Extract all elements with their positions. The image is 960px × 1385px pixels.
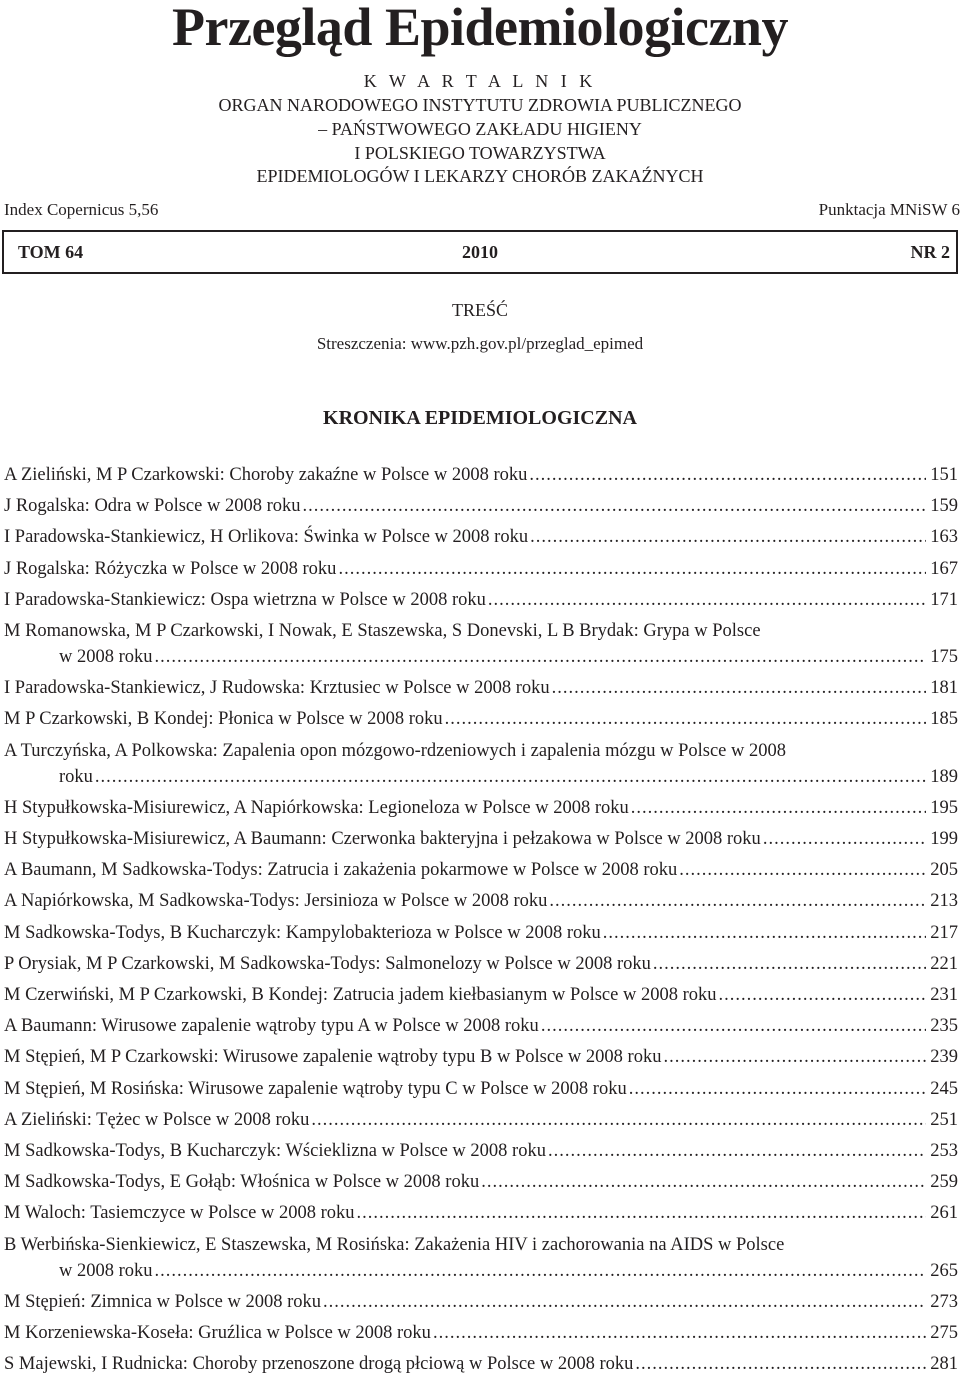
toc-leader-dots xyxy=(718,982,926,1008)
issue-box xyxy=(2,230,958,274)
journal-title: Przegląd Epidemiologiczny xyxy=(172,0,788,57)
toc-entry[interactable] xyxy=(4,1107,958,1133)
toc-entry[interactable] xyxy=(4,1076,958,1102)
toc-entry[interactable] xyxy=(4,1289,958,1315)
toc-entry-page: 181 xyxy=(930,678,958,699)
toc-entry[interactable] xyxy=(4,644,958,670)
toc-leader-dots xyxy=(95,764,926,790)
toc-entry[interactable] xyxy=(4,826,958,852)
toc-entry-page: 261 xyxy=(930,1203,958,1224)
toc-entry[interactable] xyxy=(4,857,958,883)
toc-entry[interactable] xyxy=(4,1169,958,1195)
toc-entry-title: A Napiórkowska, M Sadkowska-Todys: Jersinioza w Polsce w 2008 roku xyxy=(4,891,548,912)
mnisw-score: Punktacja MNiSW 6 xyxy=(818,200,960,219)
toc-entry-title: M Sadkowska-Todys, B Kucharczyk: Wścieklizna w Polsce w 2008 roku xyxy=(4,1141,546,1161)
toc-entry-title: w 2008 roku xyxy=(59,647,153,667)
publisher-line-3: I POLSKIEGO TOWARZYSTWA xyxy=(354,143,606,163)
toc-entry-page: 217 xyxy=(930,922,958,943)
toc-entry[interactable] xyxy=(4,1013,958,1039)
publisher-line-1: ORGAN NARODOWEGO INSTYTUTU ZDROWIA PUBLICZNEGO xyxy=(218,95,742,115)
toc-entry-page: 213 xyxy=(930,891,958,912)
toc-entry-title: M Sadkowska-Todys, B Kucharczyk: Kampylobakterioza w Polsce w 2008 roku xyxy=(4,922,601,943)
abstracts-link[interactable]: Streszczenia: www.pzh.gov.pl/przeglad_epimed xyxy=(316,334,644,353)
toc-entry[interactable] xyxy=(4,524,958,550)
toc-entry-title: M Korzeniewska-Koseła: Gruźlica w Polsce w 2008 roku xyxy=(4,1323,431,1343)
toc-entry-title: M Stępień: Zimnica w Polsce w 2008 roku xyxy=(4,1291,322,1312)
toc-entry-page: 259 xyxy=(930,1172,958,1193)
toc-entry-page: 239 xyxy=(930,1047,958,1068)
toc-entry-page: 185 xyxy=(930,709,958,730)
toc-entry[interactable] xyxy=(4,920,958,946)
toc-entry-page: 265 xyxy=(930,1260,958,1281)
issue-year: 2010 xyxy=(462,242,498,262)
toc-entry-title: A Baumann: Wirusowe zapalenie wątroby typu A w Polsce w 2008 roku xyxy=(4,1016,539,1037)
toc-leader-dots xyxy=(548,1138,926,1164)
toc-leader-dots xyxy=(603,920,926,946)
toc-entry-page: 245 xyxy=(930,1078,958,1099)
toc-entry[interactable] xyxy=(4,888,958,914)
toc-leader-dots xyxy=(629,1076,927,1102)
toc-entry-title: H Stypułkowska-Misiurewicz, A Napiórkowska: Legioneloza w Polsce w 2008 roku xyxy=(4,797,629,818)
toc-entry-page: 273 xyxy=(930,1291,958,1312)
toc-entry[interactable] xyxy=(4,587,958,613)
toc-entry-page: 281 xyxy=(930,1354,958,1375)
publisher-line-2: – PAŃSTWOWEGO ZAKŁADU HIGIENY xyxy=(318,119,642,139)
toc-entry-title: M Waloch: Tasiemczyce w Polsce w 2008 roku xyxy=(4,1203,355,1224)
toc-leader-dots xyxy=(529,462,926,488)
journal-type: K W A R T A L N I K xyxy=(363,71,597,91)
toc-entry-page: 251 xyxy=(930,1109,958,1130)
issue-number: NR 2 xyxy=(910,242,950,262)
toc-entry-title: A Baumann, M Sadkowska-Todys: Zatrucia i zakażenia pokarmowe w Polsce w 2008 roku xyxy=(4,860,678,881)
toc-entry-page: 253 xyxy=(930,1141,958,1161)
toc-entry-title: A Zieliński, M P Czarkowski: Choroby zakaźne w Polsce w 2008 roku xyxy=(4,465,528,485)
toc-leader-dots xyxy=(488,587,926,613)
toc-leader-dots xyxy=(530,524,926,550)
toc-entry-first-line: M Romanowska, M P Czarkowski, I Nowak, E Staszewska, S Donevski, L B Brydak: Grypa w Polsce xyxy=(4,621,761,641)
toc-leader-dots xyxy=(679,857,926,883)
toc-leader-dots xyxy=(552,675,927,701)
toc-entry[interactable] xyxy=(4,982,958,1008)
toc-entry[interactable] xyxy=(4,462,958,488)
toc-entry[interactable] xyxy=(4,556,958,582)
toc-leader-dots xyxy=(155,644,927,670)
toc-entry-title: M Czerwiński, M P Czarkowski, B Kondej: Zatrucia jadem kiełbasianym w Polsce w 2008 roku xyxy=(4,985,717,1005)
toc-leader-dots xyxy=(631,795,926,821)
toc-entry[interactable] xyxy=(4,795,958,821)
toc-entry-title: M Stępień, M Rosińska: Wirusowe zapalenie wątroby typu C w Polsce w 2008 roku xyxy=(4,1078,627,1099)
toc-entry[interactable] xyxy=(4,1138,958,1164)
toc-entry-title: roku xyxy=(59,766,93,787)
toc-entry-page: 195 xyxy=(930,797,958,818)
toc-entry-title: S Majewski, I Rudnicka: Choroby przenoszone drogą płciową w Polsce w 2008 roku xyxy=(4,1354,634,1375)
toc-entry[interactable] xyxy=(4,1258,958,1284)
toc-leader-dots xyxy=(323,1289,926,1315)
toc-entry[interactable] xyxy=(4,493,958,519)
toc-leader-dots xyxy=(763,826,926,852)
toc-entry-page: 151 xyxy=(930,465,958,485)
toc-leader-dots xyxy=(311,1107,926,1133)
toc-entry-page: 189 xyxy=(930,766,958,787)
toc-leader-dots xyxy=(357,1200,927,1226)
toc-entry-page: 275 xyxy=(930,1323,958,1343)
toc-entry[interactable] xyxy=(4,764,958,790)
toc-entry-title: M Sadkowska-Todys, E Gołąb: Włośnica w Polsce w 2008 roku xyxy=(4,1172,480,1193)
toc-entry-first-line: B Werbińska-Sienkiewicz, E Staszewska, M Rosińska: Zakażenia HIV i zachorowania na AIDS w Polsce xyxy=(4,1234,785,1255)
index-row xyxy=(0,200,960,222)
toc-entry-page: 231 xyxy=(930,985,958,1005)
toc-leader-dots xyxy=(663,1044,926,1070)
toc-entry[interactable] xyxy=(4,706,958,732)
toc-leader-dots xyxy=(481,1169,926,1195)
toc-leader-dots xyxy=(338,556,926,582)
publisher-line-4: EPIDEMIOLOGÓW I LEKARZY CHORÓB ZAKAŹNYCH xyxy=(256,166,704,186)
issue-volume: TOM 64 xyxy=(18,242,84,262)
contents-heading: TREŚĆ xyxy=(451,300,508,320)
toc-entry-page: 171 xyxy=(930,589,958,610)
toc-entry-page: 221 xyxy=(930,953,958,974)
toc-entry-title: w 2008 roku xyxy=(59,1260,153,1281)
toc-entry[interactable] xyxy=(4,1044,958,1070)
toc-entry[interactable] xyxy=(4,675,958,701)
toc-entry-page: 167 xyxy=(930,558,958,579)
toc-entry-title: I Paradowska-Stankiewicz, H Orlikova: Świnka w Polsce w 2008 roku xyxy=(4,527,529,548)
toc-leader-dots xyxy=(155,1258,927,1284)
toc-entry-title: I Paradowska-Stankiewicz: Ospa wietrzna w Polsce w 2008 roku xyxy=(4,589,486,610)
toc-leader-dots xyxy=(653,951,926,977)
toc-entry[interactable] xyxy=(4,951,958,977)
toc-entry-page: 199 xyxy=(930,829,958,849)
toc-leader-dots xyxy=(302,493,926,519)
toc-leader-dots xyxy=(433,1320,926,1346)
index-copernicus: Index Copernicus 5,56 xyxy=(4,200,159,219)
toc-leader-dots xyxy=(549,888,926,914)
toc-entry-title: M Stępień, M P Czarkowski: Wirusowe zapalenie wątroby typu B w Polsce w 2008 roku xyxy=(4,1047,662,1068)
toc-entry-title: A Zieliński: Tężec w Polsce w 2008 roku xyxy=(4,1109,310,1130)
toc-entry-page: 159 xyxy=(930,496,958,517)
section-heading: KRONIKA EPIDEMIOLOGICZNA xyxy=(323,407,637,429)
toc-entry[interactable] xyxy=(4,1200,958,1226)
toc-entry-page: 175 xyxy=(930,647,958,667)
toc-entry-page: 205 xyxy=(930,860,958,881)
toc-entry-title: J Rogalska: Odra w Polsce w 2008 roku xyxy=(4,496,301,517)
toc-entry-title: I Paradowska-Stankiewicz, J Rudowska: Krztusiec w Polsce w 2008 roku xyxy=(4,678,550,699)
toc-entry-title: H Stypułkowska-Misiurewicz, A Baumann: Czerwonka bakteryjna i pełzakowa w Polsce w 2008 roku xyxy=(4,829,761,849)
toc-entry[interactable] xyxy=(4,1320,958,1346)
toc-leader-dots xyxy=(635,1351,926,1377)
toc-leader-dots xyxy=(541,1013,926,1039)
toc-entry-title: J Rogalska: Różyczka w Polsce w 2008 roku xyxy=(4,558,337,579)
toc-entry[interactable] xyxy=(4,1351,958,1377)
toc-entry-title: P Orysiak, M P Czarkowski, M Sadkowska-Todys: Salmonelozy w Polsce w 2008 roku xyxy=(4,953,651,974)
toc-entry-first-line: A Turczyńska, A Polkowska: Zapalenia opon mózgowo-rdzeniowych i zapalenia mózgu w Polsce w 2008 xyxy=(4,740,786,761)
toc-entry-title: M P Czarkowski, B Kondej: Płonica w Polsce w 2008 roku xyxy=(4,709,443,730)
toc-entry-page: 163 xyxy=(930,527,958,548)
toc-leader-dots xyxy=(445,706,927,732)
toc-entry-page: 235 xyxy=(930,1016,958,1037)
